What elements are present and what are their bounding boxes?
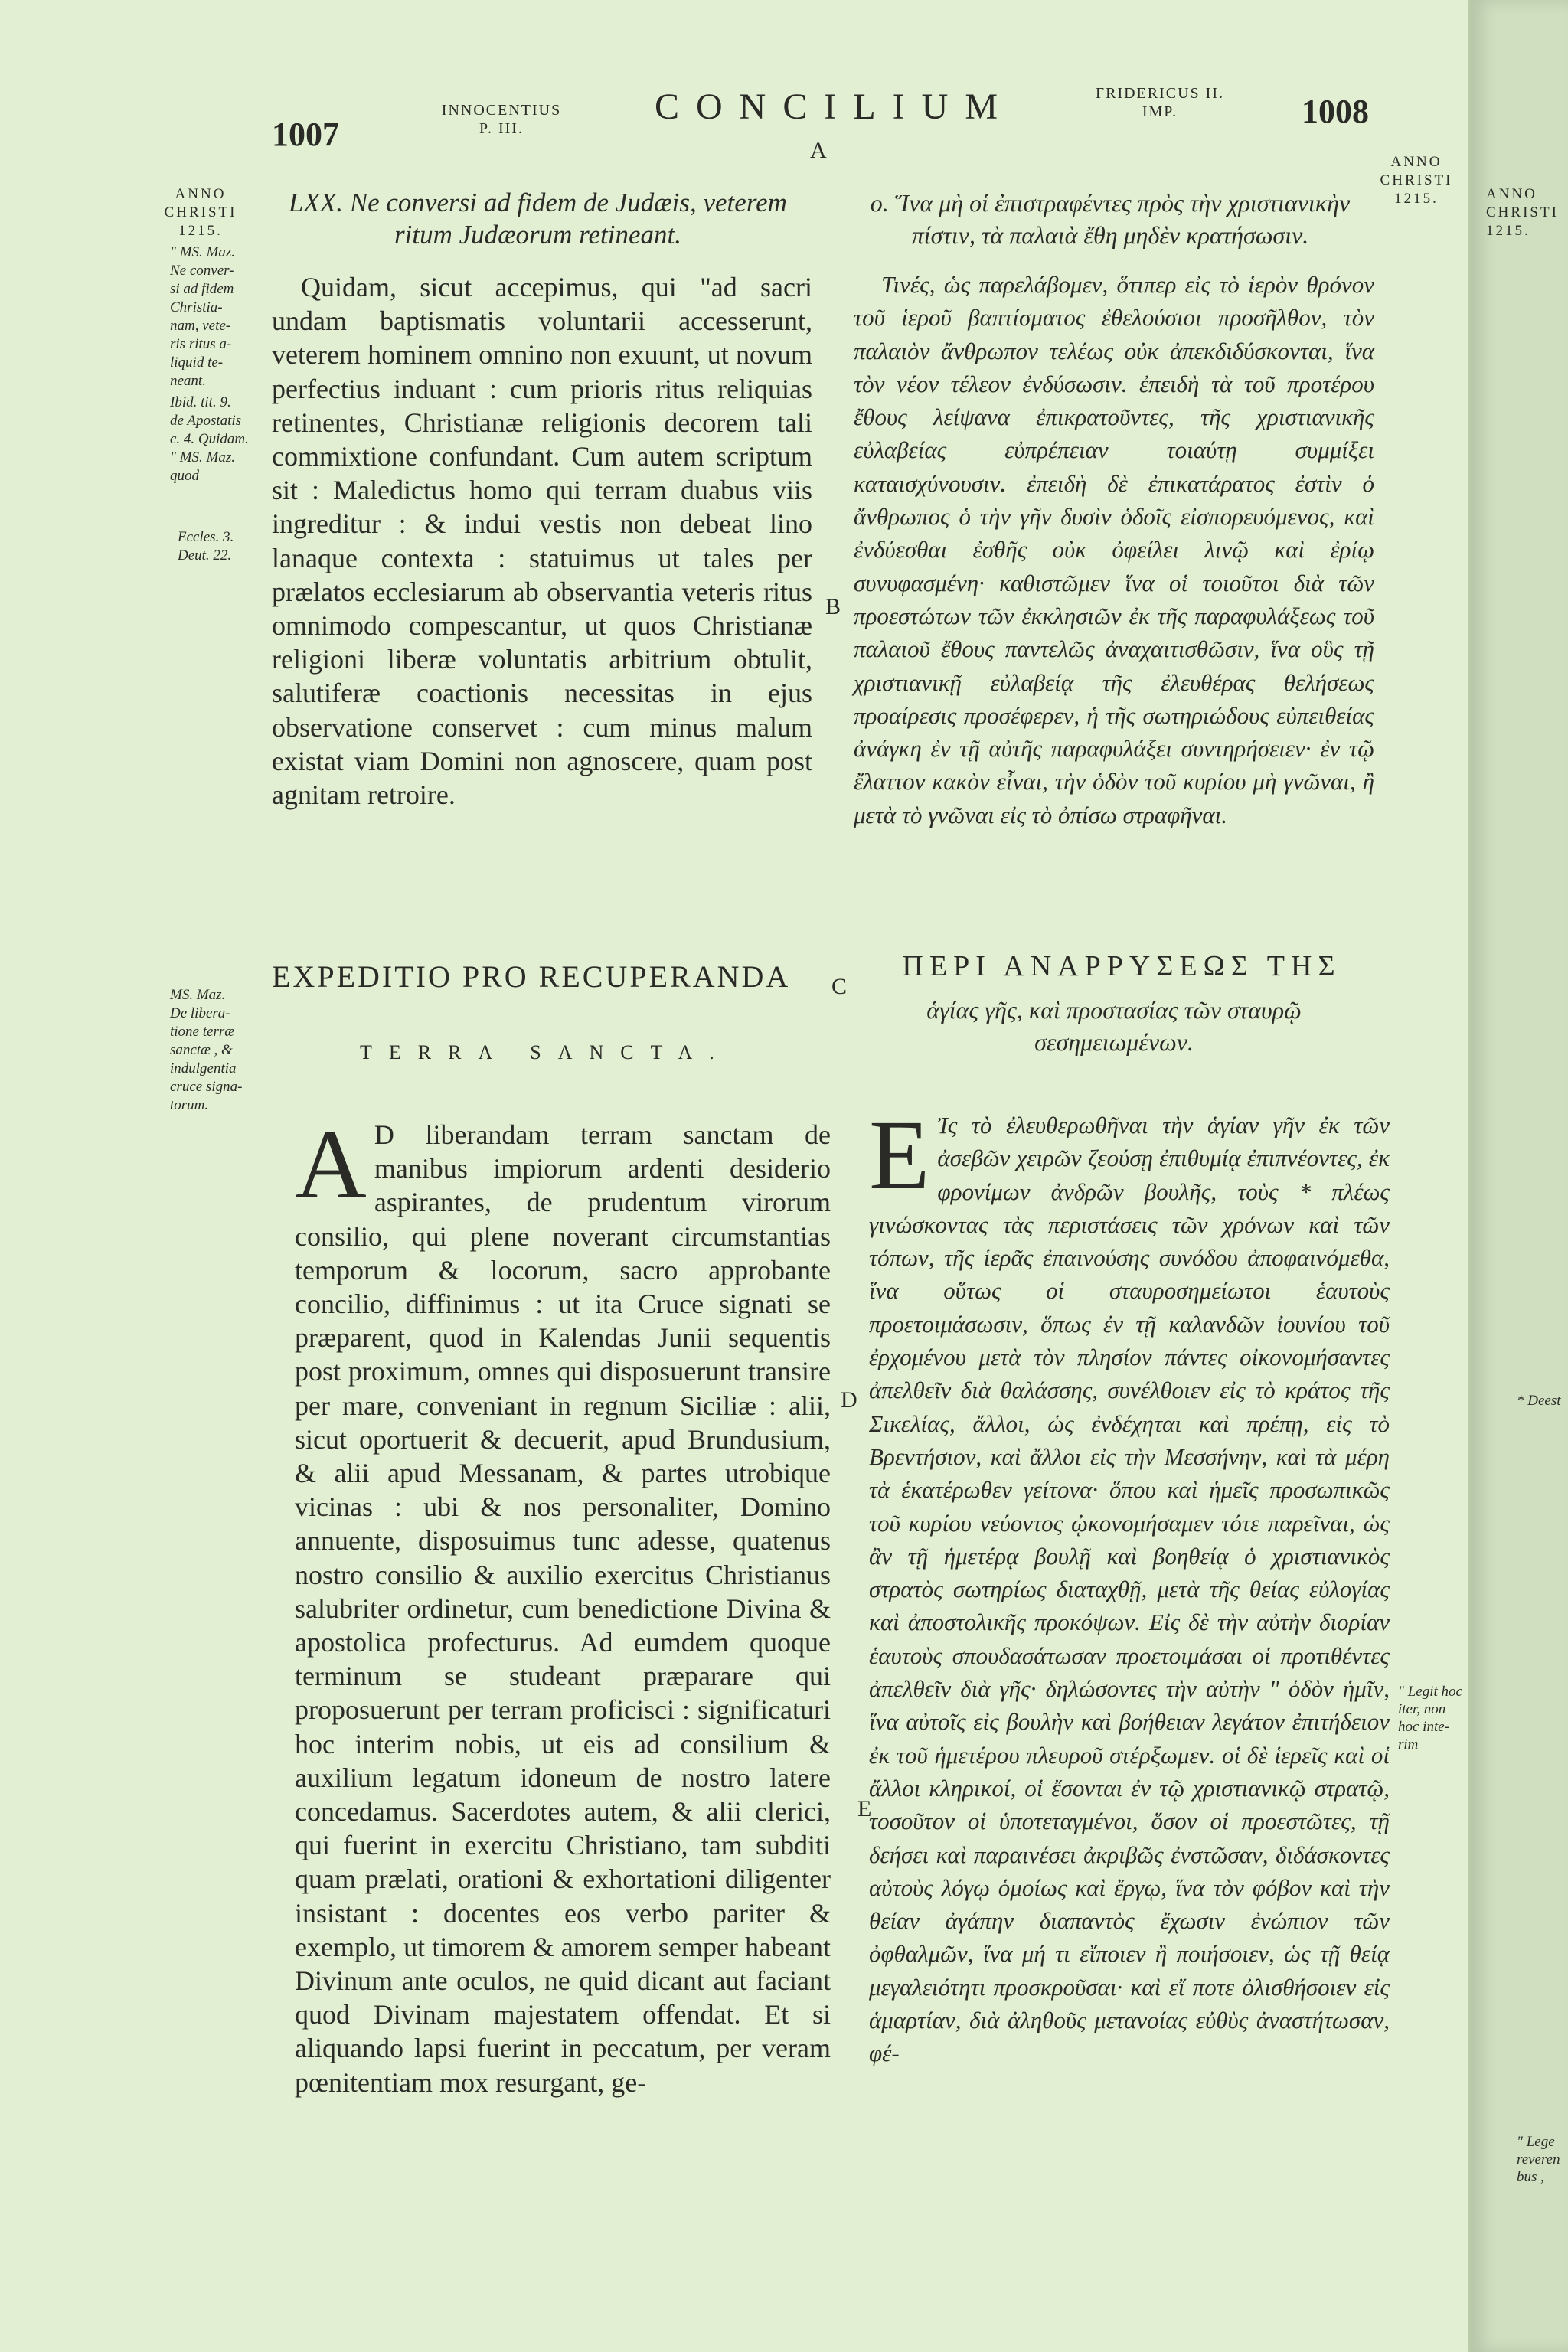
margin-line: sanctæ , & [170, 1042, 233, 1058]
facing-note-deest: * Deest [1517, 1393, 1561, 1409]
dropcap-epsilon: Ε [869, 1100, 930, 1210]
margin-note-ibid [170, 394, 270, 485]
section-letter-c: C [831, 974, 848, 999]
margin-line: Eccles. 3. [178, 529, 234, 545]
margin-note-ms-maz [170, 243, 266, 390]
margin-line: reveren [1517, 2151, 1560, 2167]
expeditio-latin-text: D liberandam terram sanctam de manibus impiorum ardenti desiderio aspirantes, de prudentum virorum consilio, qui plene noverant circumstantias temporum & locorum, sacro approbante concilio, diffinimus : ut ita Cruce signati se præparent, quod in Kalendas Junii sequentis post proximum, omnes qui disposuerunt transire per mare, conveniant in regnum Siciliæ : alii, sicut oportuerit & decuerit, apud Brundusium, & alii apud Messanam, & partes utrobique vicinas : ubi & nos personaliter, Domino annuente, disposuimus tunc adesse, quatenus nostro consilio & auxilio exercitus Christianus salubriter ordinetur, cum benedictione Divina & apostolica profecturus. Ad eumdem quoque terminum se studeant præparare qui proposuerunt per terram proficisci : significaturi hoc interim nobis, ut eis ad consilium & auxilium legatum idoneum de nostro latere concedamus. Sacerdotes autem, & alii clerici, qui fuerint in exercitu Christiano, tam subditi quam prælati, orationi & exhortationi diligenter insistant : docentes eos verbo pariter & exemplo, ut timorem & amorem semper habeant Divinum ante oculos, ne quid dicant aut faciant quod Divinam majestatem offendat. Et si aliquando lapsi fuerint in peccatum, per veram pœnitentiam mox resurgant, ge- [295, 1119, 831, 2098]
section-letter-d: D [841, 1387, 858, 1413]
margin-note-legit [1398, 1683, 1467, 1753]
left-page-number: 1007 [272, 116, 339, 153]
expeditio-subheading-latin: TERRA SANCTA. [360, 1041, 731, 1063]
margin-line: bus , [1517, 2169, 1544, 2185]
margin-line: Ne conver- [170, 263, 234, 279]
anno-christi: CHRISTI [1380, 172, 1453, 188]
margin-line: cruce signa- [170, 1079, 243, 1095]
anno-christi: CHRISTI [164, 204, 237, 220]
chapter-lxx-greek-text: Τινές, ὡς παρελάβομεν, ὅτιπερ εἰς τὸ ἱερὸν θρόνον τοῦ ἱεροῦ βαπτίσματος ἐθελούσιοι προσῆλθον, τὸν παλαιὸν ἄνθρωπον τελέως οὐκ ἀπεκδιδύσκονται, ἵνα τὸν νέον τέλεον ἐνδύσωσιν. ἐπειδὴ τὰ τοῦ προτέρου ἔθους λείψανα ἐπικρατοῦντες, τῆς χριστιανικῆς εὐλαβείας εὐπρέπειαν τοιαύτῃ συμμίξει καταισχύνουσιν. ἐπειδὴ δὲ ἐπικατάρατος ἐστὶν ὁ ἄνθρωπος ὁ τὴν γῆν δυσὶν ὁδοῖς εἰσπορευόμενος, καὶ ἐνδύεσθαι ἐσθῆς οὐκ ὀφείλει λινῷ καὶ ἐρίῳ συνυφασμένη· καθιστῶμεν ἵνα οἱ τοιοῦτοι διὰ τῶν προεστώτων τῶν ἐκκλησιῶν ἐκ τῆς παραφυλάξεως τοῦ παλαιοῦ ἔθους παντελῶς ἀναχαιτισθῶσιν, ἵνα οὓς τῇ χριστιανικῇ εὐλαβείᾳ τῆς ἐλευθέρας θελήσεως προαίρεσις προσέφερεν, ἡ τῆς σωτηριώδους εὐπειθείας ἀνάγκη ἐν τῇ αὐτῆς παραφυλάξει συντηρήσειεν· ἐν τῷ ἔλαττον κακὸν εἶναι, τὴν ὁδὸν τοῦ κυρίου μὴ γνῶναι, ἢ μετὰ τὸ γνῶναι εἰς τὸ ὀπίσω στραφῆναι. [854, 271, 1374, 828]
left-margin-anno [162, 185, 239, 240]
margin-line: nam, vete- [170, 318, 231, 334]
running-head-pope-number: P. III. [479, 120, 524, 137]
facing-page-edge [1468, 0, 1568, 2352]
chapter-lxx-latin-text: Quidam, sicut accepimus, qui "ad sacri undam baptismatis voluntarii accesserunt, veterem hominem omnino non exuunt, ut novum perfectius induant : cum prioris ritus reliquias retinentes, Christianæ religionis decorem tali commixtione confundant. Cum autem scriptum sit : Maledictus homo qui terram duabus viis ingreditur : & indui vestis non debeat lino lanaque contexta : statuimus ut tales per prælatos ecclesiarum ab observantia veteris ritus omnimodo compescantur, ut quos Christianæ religioni liberæ voluntatis arbitrium obtulit, salutiferæ coactionis necessitas in ejus observatione conservet : cum minus malum existat viam Domini non agnoscere, quam post agnitam retroire. [272, 272, 812, 811]
right-margin-anno [1378, 153, 1455, 208]
expeditio-greek-text: Ἰς τὸ ἐλευθερωθῆναι τὴν ἁγίαν γῆν ἐκ τῶν ἀσεβῶν χειρῶν ζεούσῃ ἐπιθυμίᾳ ἐπιπνέοντες, ἐκ φρονίμων ἀνδρῶν βουλῆς, τοὺς * πλέως γινώσκοντας τὰς περιστάσεις τῶν χρόνων καὶ τῶν τόπων, τῆς ἱερᾶς ἐπαινούσης συνόδου ἀποφαινόμεθα, ἵνα οὕτως οἱ σταυροσημείωτοι ἑαυτοὺς προετοιμάσωσιν, ὅπως ἐν τῇ καλανδῶν ἰουνίου τοῦ ἐρχομένου μετὰ τὸν πλησίον πάντες οἰκονομήσαντες ἀπελθεῖν διὰ θαλάσσης, συνέλθοιεν εἰς τὸ κράτος τῆς Σικελίας, ἄλλοι, ὡς ἐνδέχηται καὶ πρέπῃ, εἰς τὸ Βρεντήσιον, καὶ ἄλλοι εἰς τὴν Μεσσήνην, καὶ τὰ μέρη τὰ ἑκατέρωθεν γείτονα· ὅπου καὶ ἡμεῖς προσωπικῶς τοῦ κυρίου νεύοντος ᾠκονομήσαμεν τότε παρεῖναι, ὡς ἂν τῇ ἡμετέρᾳ βουλῇ καὶ βοηθείᾳ ὁ χριστιανικὸς στρατὸς σωτηρίως διαταχθῇ, μετὰ τῆς θείας εὐλογίας καὶ ἀποστολικῆς προκόψων. Εἰς δὲ τὴν αὐτὴν διορίαν ἑαυτοὺς σπουδασάτωσαν προετοιμάσαι οἱ προτιθέντες ἀπελθεῖν διὰ γῆς· δηλώσοντες τὴν αὐτὴν " ὁδὸν ἡμῖν, ἵνα αὐτοῖς εἰς βουλὴν καὶ βοήθειαν λεγάτον ἐπιτήδειον ἐκ τοῦ ἡμετέρου πλευροῦ στέρξωμεν. οἱ δὲ ἱερεῖς καὶ οἱ ἄλλοι κληρικοί, οἱ ἔσονται ἐν τῷ χριστιανικῷ στρατῷ, τοσοῦτον οἱ ὑποτεταγμένοι, ὅσον οἱ προεστῶτες, τῇ δεήσει καὶ παραινέσει ἀκριβῶς ἐνστῶσαν, διδάσκοντες αὐτοὺς λόγῳ ὁμοίως καὶ ἔργῳ, ἵνα τὸν φόβον καὶ τὴν θείαν ἀγάπην διαπαντὸς ἔχωσιν ἐνώπιον τῶν ὀφθαλμῶν, ἵνα μή τι εἴποιεν ἢ ποιήσοιεν, ὡς τῇ θείᾳ μεγαλειότητι προσκροῦσαι· καὶ εἴ ποτε ὀλισθήσοιεν εἰς ἁμαρτίαν, διὰ ἀληθοῦς μετανοίας εὐθὺς ἀναστήτωσαν, φέ- [869, 1112, 1390, 2067]
anno-year: 1215. [1486, 223, 1530, 239]
margin-line: " Lege [1517, 2134, 1555, 2150]
margin-line: " MS. Maz. [170, 449, 236, 466]
section-letter-e: E [858, 1796, 872, 1821]
expeditio-subheading-greek: ἁγίας γῆς, καὶ προστασίας τῶν σταυρῷ σεσημειωμένων. [926, 996, 1302, 1056]
chapter-lxx-rubric-latin: LXX. Ne conversi ad fidem de Judæis, veterem ritum Judæorum retineant. [289, 188, 787, 250]
left-running-head [425, 101, 578, 138]
margin-line: quod [170, 468, 199, 484]
facing-anno [1486, 185, 1568, 240]
expeditio-heading-latin: EXPEDITIO PRO RECUPERANDA [272, 959, 791, 994]
anno-year: 1215. [178, 223, 223, 239]
margin-line: tione terræ [170, 1024, 234, 1040]
dropcap-a: A [295, 1109, 367, 1220]
margin-line: MS. Maz. [170, 987, 226, 1003]
running-head-pope: INNOCENTIUS [441, 102, 562, 119]
margin-line: Deut. 22. [178, 547, 232, 564]
margin-line: iter, non [1398, 1701, 1446, 1717]
margin-line: ris ritus a- [170, 336, 232, 352]
running-head-emperor: FRIDERICUS II. [1095, 85, 1224, 102]
margin-line: Christia- [170, 299, 223, 315]
anno-word: ANNO [1486, 186, 1537, 202]
margin-line: c. 4. Quidam. [170, 431, 249, 447]
page-title: CONCILIUM [655, 87, 1014, 127]
anno-word: ANNO [175, 186, 227, 202]
margin-line: liquid te- [170, 354, 224, 371]
margin-line: De libera- [170, 1005, 230, 1021]
running-head-emperor-title: IMP. [1142, 103, 1178, 120]
margin-line: rim [1398, 1736, 1419, 1753]
anno-christi: CHRISTI [1486, 204, 1559, 220]
margin-line: hoc inte- [1398, 1719, 1450, 1735]
margin-line: de Apostatis [170, 413, 242, 429]
chapter-lxx-rubric-greek: ο. Ἵνα μὴ οἱ ἐπιστραφέντες πρὸς τὴν χριστιανικὴν πίστιν, τὰ παλαιὰ ἔθη μηδὲν κρατήσωσιν. [870, 189, 1351, 249]
anno-word: ANNO [1390, 154, 1442, 170]
right-running-head [1072, 84, 1248, 121]
section-letter-b: B [825, 594, 841, 619]
margin-line: " MS. Maz. [170, 244, 236, 260]
margin-line: neant. [170, 373, 206, 389]
right-page-number: 1008 [1302, 93, 1369, 130]
margin-note-liberatione [170, 986, 270, 1115]
section-letter-a: A [810, 138, 827, 163]
facing-note-lege [1517, 2133, 1568, 2186]
margin-note-eccles [178, 528, 262, 565]
expeditio-latin-body [295, 1109, 831, 2099]
expeditio-heading-greek: ΠΕΡΙ ΑΝΑΡΡΥΣΕΩΣ ΤΗΣ [902, 950, 1341, 982]
margin-line: si ad fidem [170, 281, 234, 297]
margin-line: torum. [170, 1097, 209, 1113]
expeditio-greek-body [869, 1100, 1390, 2070]
margin-line: indulgentia [170, 1060, 237, 1076]
margin-line: " Legit hoc [1398, 1684, 1462, 1700]
margin-line: Ibid. tit. 9. [170, 394, 231, 410]
anno-year: 1215. [1394, 191, 1439, 207]
